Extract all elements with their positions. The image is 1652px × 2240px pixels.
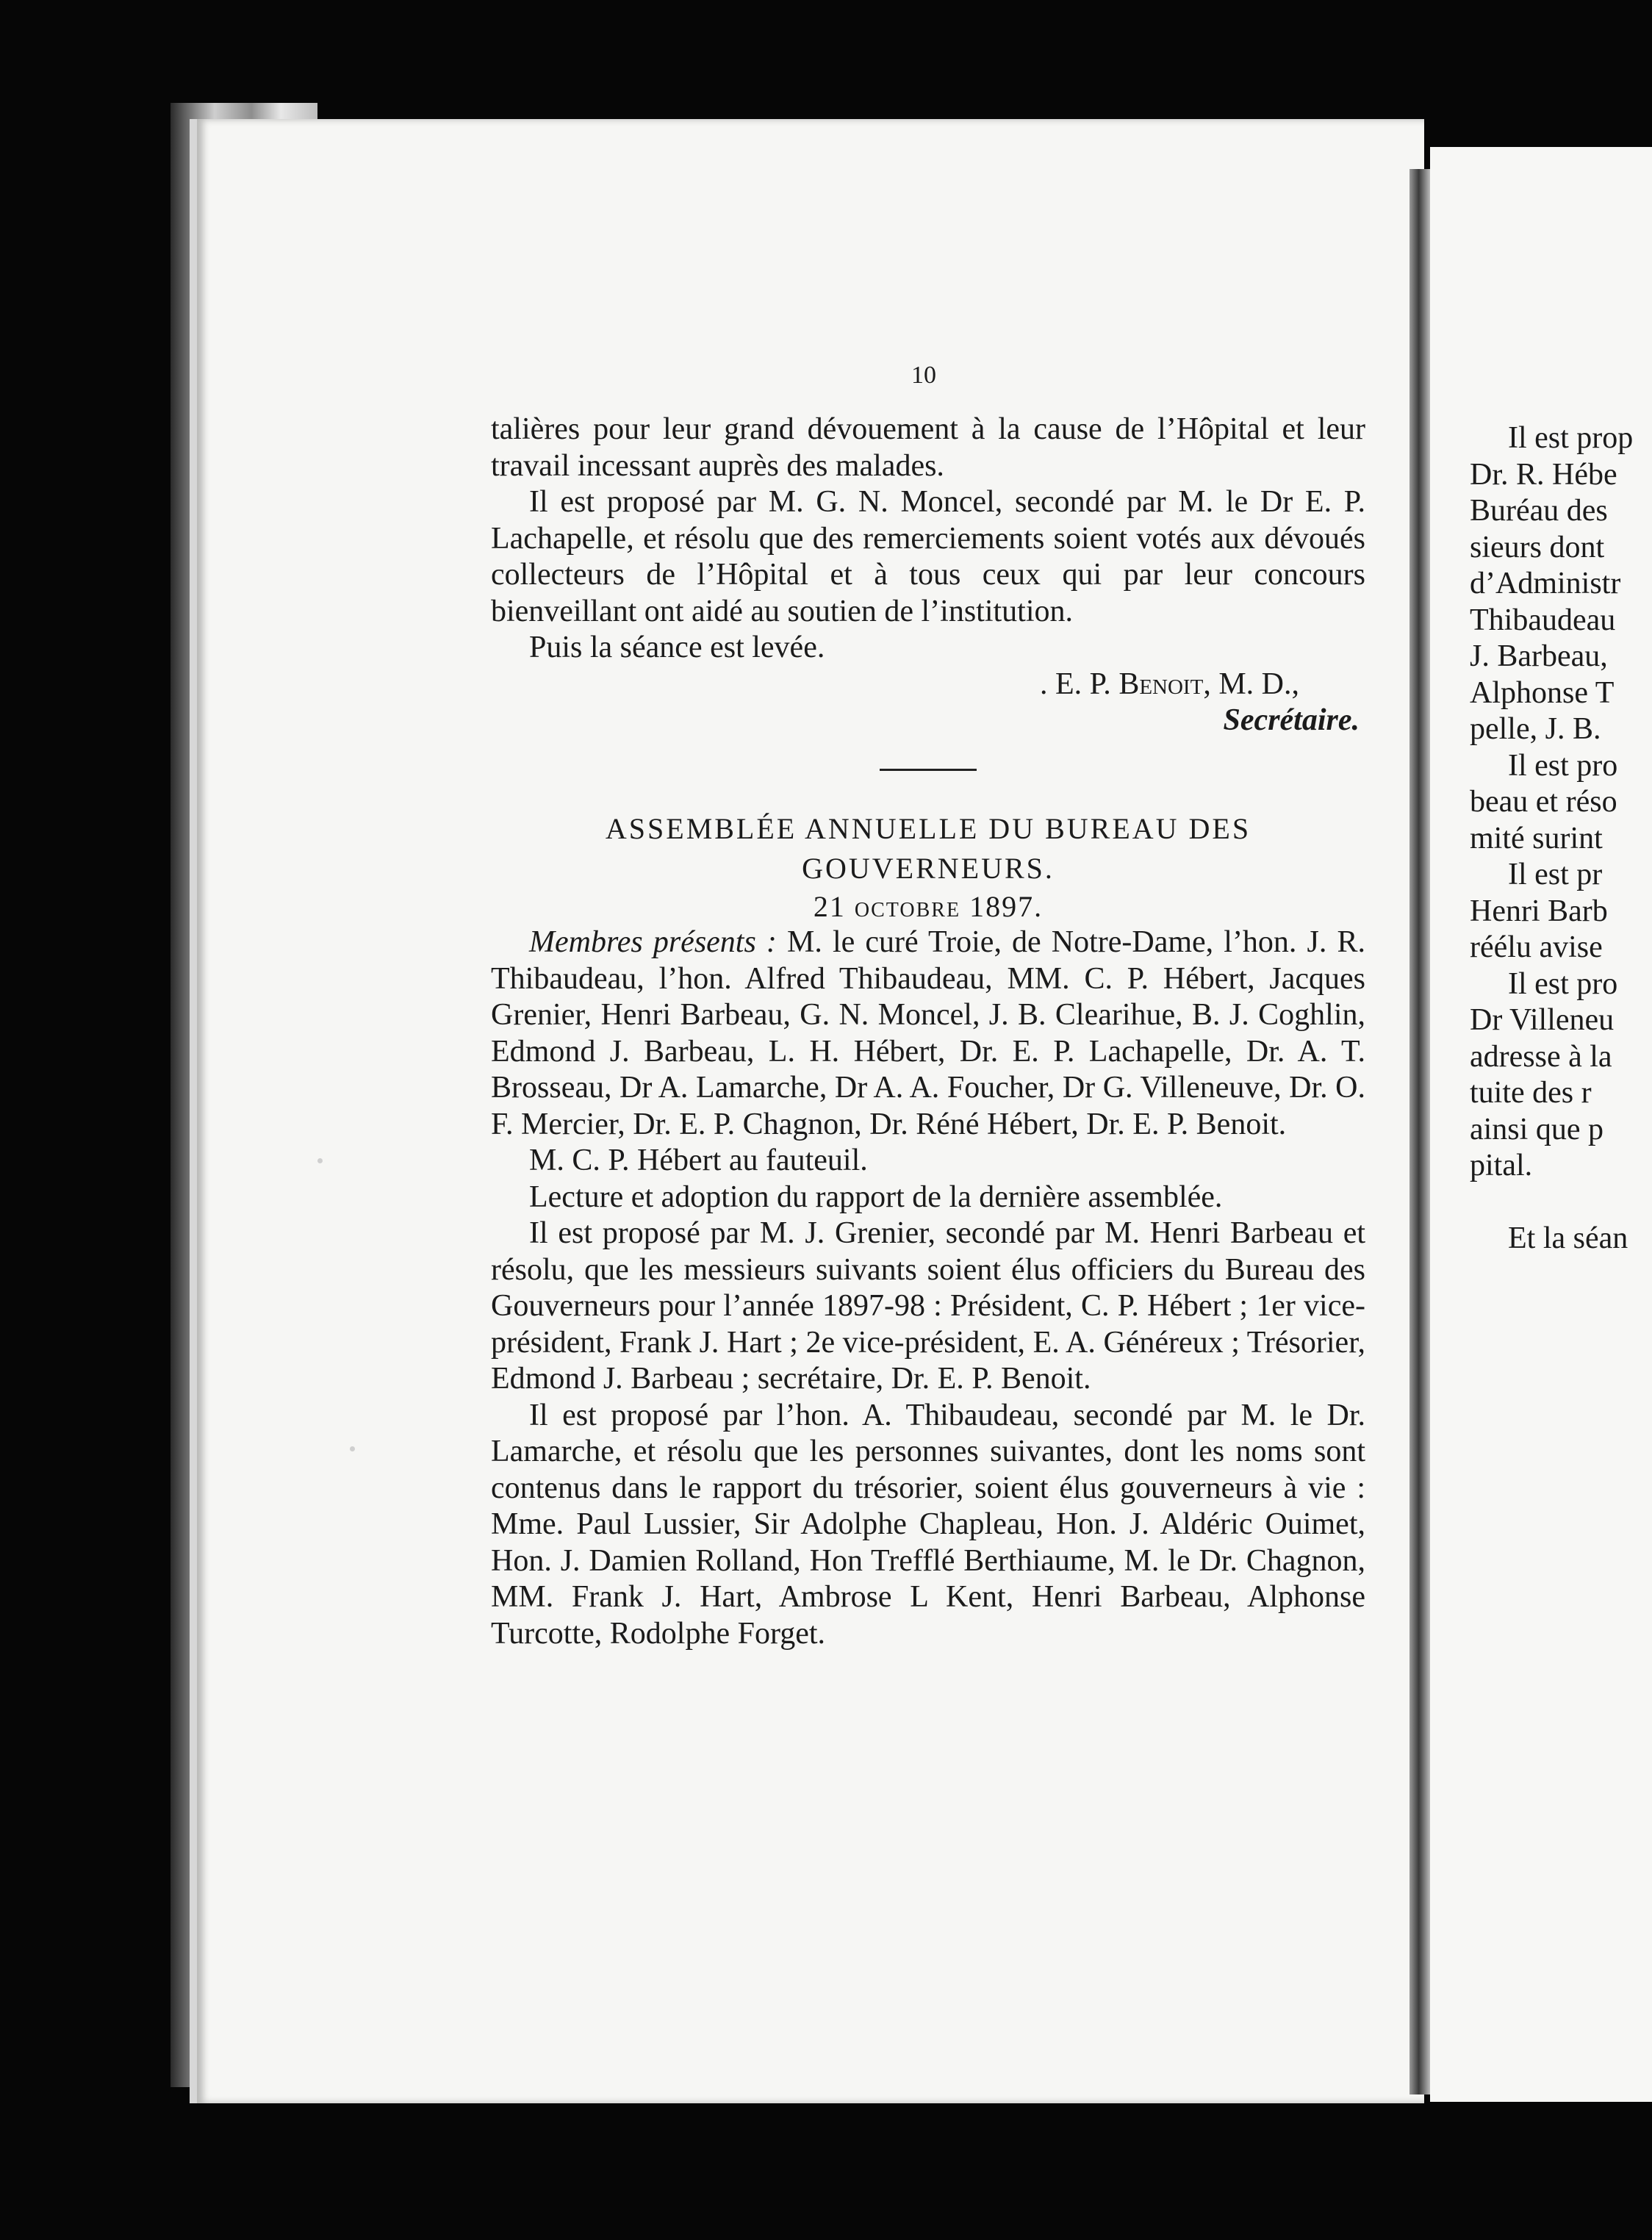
right-page [1430,147,1652,2102]
right-page-line: réélu avise [1470,930,1603,964]
paragraph-continuation: talières pour leur grand dévouement à la cause de l’Hôpital et leur travail incessant auprès des malades. [491,412,1365,483]
section-divider [880,769,977,771]
page-gutter [1409,169,1430,2094]
right-page-line: Buréau des [1470,494,1608,528]
signature-name [491,667,1365,703]
right-page-line: Alphonse T [1470,675,1615,710]
left-page-text [491,412,1365,1652]
paragraph-members [491,925,1365,1143]
speck-mark [317,1158,323,1163]
paragraph-chair: M. C. P. Hébert au fauteuil. [529,1144,868,1177]
right-page-line: Il est pro [1508,748,1618,783]
date-month: octobre [854,889,961,923]
right-page-text [1470,420,1652,1257]
right-page-line: Dr. R. Hébe [1470,457,1617,492]
signature-surname: Benoit [1118,667,1204,701]
right-page-line: Thibaudeau [1470,603,1616,637]
paragraph-thanks-motion: Il est proposé par M. G. N. Moncel, secondé par M. le Dr E. P. Lachapelle, et résolu que des remerciements soient votés aux dévoués collecteurs de l’Hôpital et à tous ceux qui par leur concours bienveillant ont aidé au soutien de l’institution. [491,485,1365,628]
paragraph-adjourned: Puis la séance est levée. [529,631,825,664]
paragraph-governors-motion: Il est proposé par l’hon. A. Thibaudeau, secondé par M. le Dr. Lamarche, et résolu que les personnes suivantes, dont les noms sont contenus dans le rapport du trésorier, soient élus gouverneurs à vie : Mme. Paul Lussier, Sir Adolphe Chapleau, Hon. J. Aldéric Ouimet, Hon. J. Damien Rolland, Hon Trefflé Berthiaume, M. le Dr. Chagnon, MM. Frank J. Hart, Ambrose L Kent, Henri Barbeau, Alphonse Turcotte, Rodolphe Forget. [491,1398,1365,1651]
right-page-line: pelle, J. B. [1470,712,1601,746]
meeting-date [491,889,1365,925]
right-page-line: Henri Barb [1470,894,1608,928]
right-page-line: d’Administr [1470,567,1621,600]
right-page-line: tuite des r [1470,1076,1592,1110]
right-page-line: adresse à la [1470,1039,1612,1074]
paragraph-officers-motion: Il est proposé par M. J. Grenier, secondé par M. Henri Barbeau et résolu, que les messieurs suivants soient élus officiers du Bureau des Gouverneurs pour l’année 1897-98 : Président, C. P. Hébert ; 1er vice-président, Frank J. Hart ; 2e vice-président, E. A. Généreux ; Trésorier, Edmond J. Barbeau ; secrétaire, Dr. E. P. Benoit. [491,1216,1365,1396]
right-page-line: ainsi que p [1470,1112,1603,1146]
right-page-line: Il est prop [1508,421,1634,455]
paragraph-reading: Lecture et adoption du rapport de la dernière assemblée. [529,1180,1223,1214]
page-number: 10 [911,362,936,389]
right-page-line: Et la séan [1508,1221,1628,1255]
members-label: Membres présents : [529,925,777,959]
speck-mark [350,1446,355,1451]
right-page-line: beau et réso [1470,785,1617,819]
right-page-line: Il est pr [1508,858,1603,891]
right-page-line: J. Barbeau, [1470,639,1608,673]
section-heading-line1: ASSEMBLÉE ANNUELLE DU BUREAU DES [605,811,1251,845]
date-day: 21 [813,889,855,923]
right-page-line: Il est pro [1508,966,1618,1001]
right-page-line [1470,1185,1652,1221]
right-page-line: mité surint [1470,821,1603,855]
right-page-line: Dr Villeneu [1470,1003,1615,1037]
signature-suffix: , M. D., [1203,667,1299,701]
right-page-line: pital. [1470,1149,1533,1182]
section-heading-line2: GOUVERNEURS. [802,851,1055,885]
signature-title: Secrétaire. [1223,703,1360,737]
date-year: 1897. [960,889,1044,923]
right-page-line: sieurs dont [1470,530,1605,564]
members-list: M. le curé Troie, de Notre-Dame, l’hon. J. R. Thibaudeau, l’hon. Alfred Thibaudeau, MM. C. P. Hébert, Jacques Grenier, Henri Barbeau, G. N. Moncel, J. B. Clearihue, B. J. Coghlin, Edmond J. Barbeau, L. H. Hébert, Dr. E. P. Lachapelle, Dr. A. T. Brosseau, Dr A. Lamarche, Dr A. A. Foucher, Dr G. Villeneuve, Dr. O. F. Mercier, Dr. E. P. Chagnon, Dr. Réné Hébert, Dr. E. P. Benoit. [491,925,1365,1141]
signature-prefix: . E. P. [1039,667,1119,701]
